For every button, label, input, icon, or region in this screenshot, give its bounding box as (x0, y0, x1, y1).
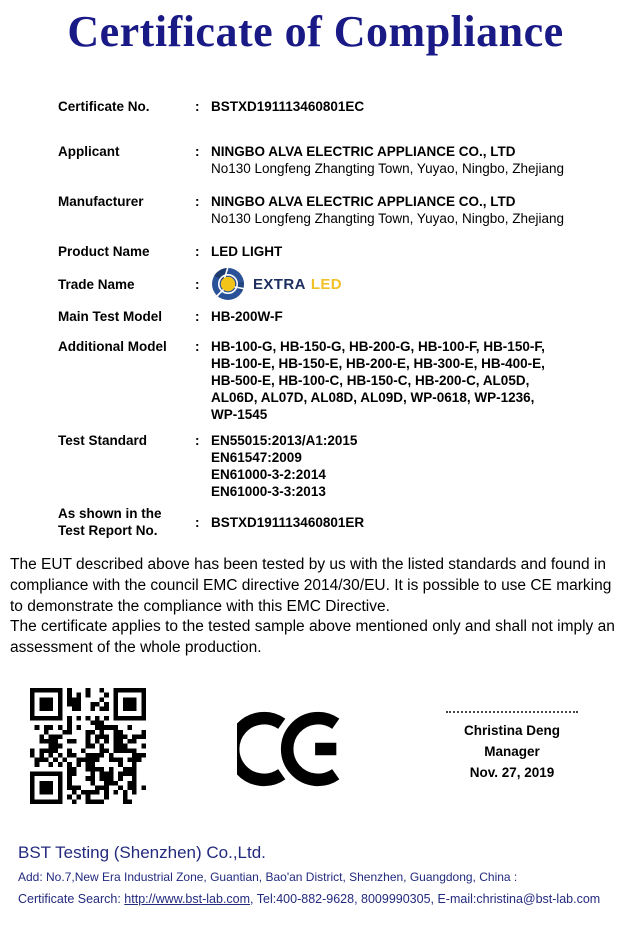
test-report-value: BSTXD191113460801ER (211, 514, 365, 530)
field-row-trade-name (58, 266, 617, 302)
test-standard-value (211, 432, 617, 500)
trade-name-value (211, 266, 617, 302)
signature-block (440, 711, 584, 783)
additional-model-value (211, 338, 617, 423)
field-row-applicant (58, 143, 617, 177)
field-colon: : (195, 144, 200, 159)
test-report-label-line1: As shown in the (58, 506, 162, 521)
field-colon: : (195, 433, 200, 448)
field-row-test-report (58, 505, 617, 539)
standard-line: EN61000-3-2:2014 (211, 467, 326, 482)
statement-paragraph-2: The certificate applies to the tested sample above mentioned only and shall not imply an assessment of the whole production. (10, 618, 615, 657)
product-name-value: LED LIGHT (211, 244, 283, 259)
field-label: Product Name (58, 244, 150, 259)
signature-date: Nov. 27, 2019 (469, 765, 555, 780)
page-title: Certificate of Compliance (67, 7, 564, 56)
manufacturer-name: NINGBO ALVA ELECTRIC APPLIANCE CO., LTD (211, 194, 516, 209)
field-label: Manufacturer (58, 194, 144, 209)
ce-mark (237, 703, 345, 795)
signatory-name: Christina Deng (463, 723, 560, 738)
model-line: HB-100-E, HB-150-E, HB-200-E, HB-300-E, HB-400-E, (211, 356, 545, 371)
standard-line: EN55015:2013/A1:2015 (211, 433, 358, 448)
field-label (58, 505, 195, 539)
footer (18, 843, 623, 906)
field-row-main-test-model (58, 308, 617, 325)
model-line: AL06D, AL07D, AL08D, AL09D, WP-0618, WP-1236, (211, 390, 535, 405)
footer-address: Add: No.7,New Era Industrial Zone, Guantian, Bao'an District, Shenzhen, Guangdong, China : (18, 870, 518, 884)
footer-contact-line (18, 892, 623, 906)
field-colon: : (195, 514, 200, 530)
certificate-number-value: BSTXD191113460801EC (211, 99, 365, 114)
ce-mark-graphic (237, 703, 345, 795)
field-colon: : (195, 309, 200, 324)
manufacturer-address: No130 Longfeng Zhangting Town, Yuyao, Ningbo, Zhejiang (211, 211, 565, 226)
applicant-address: No130 Longfeng Zhangting Town, Yuyao, Ningbo, Zhejiang (211, 161, 565, 176)
model-line: WP-1545 (211, 407, 268, 422)
field-row-additional-model (58, 338, 617, 423)
signature-line (446, 711, 578, 713)
field-colon: : (195, 276, 200, 292)
brand-text-extra: EXTRA (253, 275, 306, 293)
field-colon: : (195, 339, 200, 354)
certificate-search-label: Certificate Search: (18, 892, 125, 906)
field-label: Certificate No. (58, 99, 150, 114)
standard-line: EN61547:2009 (211, 450, 302, 465)
test-report-label-line2: Test Report No. (58, 523, 158, 538)
field-label: Test Standard (58, 433, 148, 448)
field-row-certificate-no (58, 98, 617, 115)
standard-line: EN61000-3-3:2013 (211, 484, 326, 499)
signatory-role: Manager (484, 744, 540, 759)
certificate-fields (58, 98, 617, 539)
footer-contact-details: , Tel:400-882-9628, 8009990305, E-mail:christina@bst-lab.com (250, 892, 601, 906)
extra-led-logo (211, 266, 617, 302)
footer-company-name: BST Testing (Shenzhen) Co.,Ltd. (18, 843, 266, 862)
field-colon: : (195, 194, 200, 209)
compliance-statement (10, 555, 623, 659)
certificate-search-link[interactable]: http://www.bst-lab.com (124, 892, 251, 906)
field-colon: : (195, 99, 200, 114)
model-line: HB-500-E, HB-100-C, HB-150-C, HB-200-C, AL05D, (211, 373, 530, 388)
field-label: Main Test Model (58, 309, 163, 324)
field-row-product-name (58, 243, 617, 260)
model-line: HB-100-G, HB-150-G, HB-200-G, HB-100-F, HB-150-F, (211, 339, 545, 354)
manufacturer-value (211, 193, 617, 227)
field-colon: : (195, 244, 200, 259)
brand-text-led: LED (310, 275, 343, 293)
field-row-manufacturer (58, 193, 617, 227)
qr-code (30, 688, 146, 804)
applicant-name: NINGBO ALVA ELECTRIC APPLIANCE CO., LTD (211, 144, 516, 159)
applicant-value (211, 143, 617, 177)
field-label: Applicant (58, 144, 120, 159)
statement-paragraph-1: The EUT described above has been tested by us with the listed standards and found in compliance with the council EMC directive 2014/30/EU. It is possible to use CE marking to demonstrate the compliance with this EMC Directive. (10, 556, 612, 615)
main-test-model-value: HB-200W-F (211, 309, 283, 324)
field-label: Trade Name (58, 276, 135, 292)
field-row-test-standard (58, 432, 617, 500)
field-label: Additional Model (58, 339, 167, 354)
extra-led-logo-icon (211, 267, 245, 301)
